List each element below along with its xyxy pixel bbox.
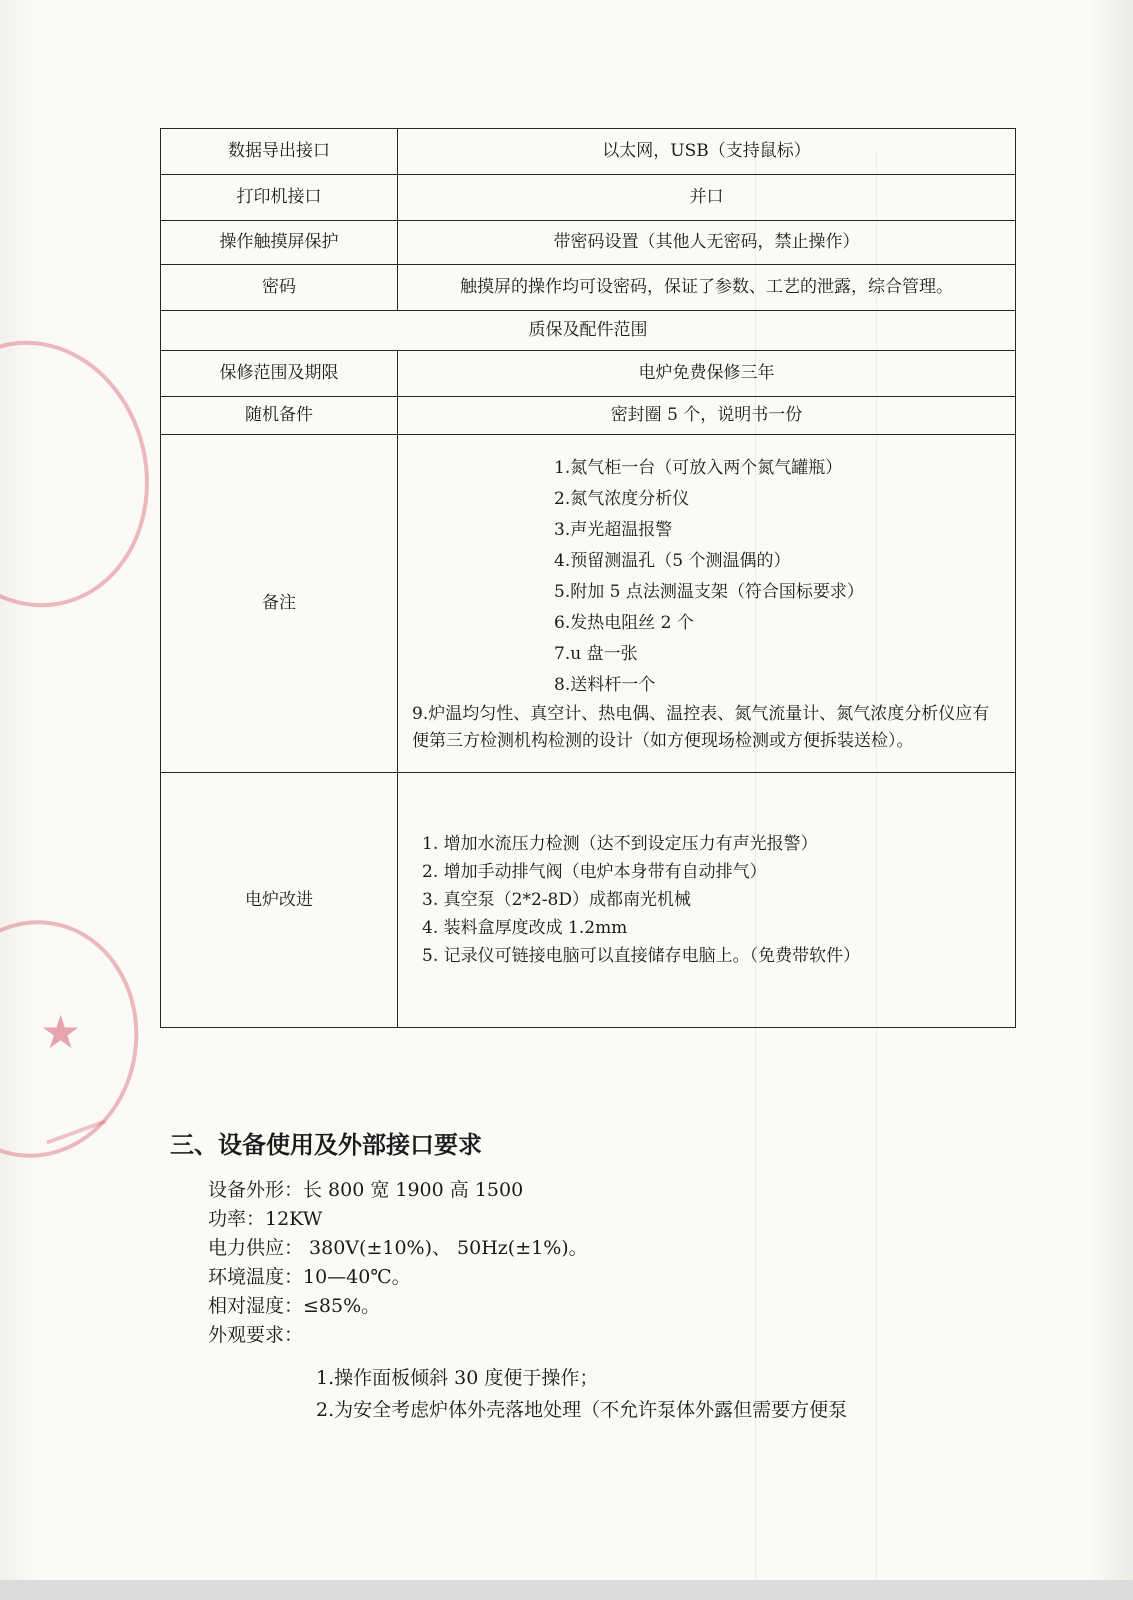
notes-list bbox=[412, 453, 1005, 755]
list-item: 环境温度：10—40℃。 bbox=[208, 1266, 411, 1288]
list-item: 6.发热电阻丝 2 个 bbox=[554, 612, 694, 633]
list-item: 电力供应： 380V(±10%)、 50Hz(±1%)。 bbox=[208, 1237, 588, 1259]
seal-star-icon: ★ bbox=[40, 1005, 82, 1059]
row-value: 以太网，USB（支持鼠标） bbox=[398, 129, 1016, 175]
warranty-value: 电炉免费保修三年 bbox=[398, 351, 1016, 397]
list-item: 4.预留测温孔（5 个测温偶的） bbox=[554, 550, 791, 571]
list-item: 外观要求： bbox=[208, 1324, 304, 1346]
list-item: 1.氮气柜一台（可放入两个氮气罐瓶） bbox=[554, 457, 843, 478]
improvements-list bbox=[422, 830, 1005, 970]
table-row bbox=[161, 221, 1016, 265]
spec-table bbox=[160, 128, 1016, 1028]
improvements-cell bbox=[398, 773, 1016, 1028]
table-row bbox=[161, 129, 1016, 175]
list-item: 相对湿度：≤85%。 bbox=[208, 1295, 381, 1317]
table-row bbox=[161, 773, 1016, 1028]
list-item: 4. 装料盒厚度改成 1.2mm bbox=[422, 918, 628, 938]
section-heading: 三、设备使用及外部接口要求 bbox=[170, 1131, 482, 1159]
notes-label: 备注 bbox=[161, 435, 398, 773]
table-row bbox=[161, 175, 1016, 221]
table-row bbox=[161, 397, 1016, 435]
scan-edge bbox=[0, 1580, 1133, 1600]
warranty-label: 保修范围及期限 bbox=[161, 351, 398, 397]
table-row bbox=[161, 435, 1016, 773]
table-row bbox=[161, 351, 1016, 397]
list-item: 7.u 盘一张 bbox=[554, 643, 638, 664]
row-label: 操作触摸屏保护 bbox=[161, 221, 398, 265]
list-item: 1. 增加水流压力检测（达不到设定压力有声光报警） bbox=[422, 834, 818, 854]
list-item: 5. 记录仪可链接电脑可以直接储存电脑上。（免费带软件） bbox=[422, 946, 861, 966]
appearance-list bbox=[316, 1362, 1036, 1426]
row-label: 密码 bbox=[161, 265, 398, 311]
table-row bbox=[161, 265, 1016, 311]
list-item: 8.送料杆一个 bbox=[554, 674, 656, 695]
row-value: 触摸屏的操作均可设密码，保证了参数、工艺的泄露，综合管理。 bbox=[398, 265, 1016, 311]
requirements-list bbox=[208, 1176, 1008, 1350]
section-title: 质保及配件范围 bbox=[161, 311, 1016, 351]
improvements-label: 电炉改进 bbox=[161, 773, 398, 1028]
row-value: 并口 bbox=[398, 175, 1016, 221]
list-item: 2. 增加手动排气阀（电炉本身带有自动排气） bbox=[422, 862, 767, 882]
accessories-label: 随机备件 bbox=[161, 397, 398, 435]
accessories-value: 密封圈 5 个，说明书一份 bbox=[398, 397, 1016, 435]
list-item: 2.氮气浓度分析仪 bbox=[554, 488, 690, 509]
list-item: 3.声光超温报警 bbox=[554, 519, 673, 540]
row-value: 带密码设置（其他人无密码，禁止操作） bbox=[398, 221, 1016, 265]
list-item: 2.为安全考虑炉体外壳落地处理（不允许泵体外露但需要方便泵 bbox=[316, 1399, 848, 1421]
list-item: 设备外形：长 800 宽 1900 高 1500 bbox=[208, 1179, 524, 1201]
list-item: 3. 真空泵（2*2-8D）成都南光机械 bbox=[422, 890, 691, 910]
list-item: 功率：12KW bbox=[208, 1208, 323, 1230]
row-label: 打印机接口 bbox=[161, 175, 398, 221]
list-item: 1.操作面板倾斜 30 度便于操作； bbox=[316, 1367, 599, 1389]
table-section-row bbox=[161, 311, 1016, 351]
list-item: 9.炉温均匀性、真空计、热电偶、温控表、氮气流量计、氮气浓度分析仪应有便第三方检测机构检测的设计（如方便现场检测或方便拆装送检）。 bbox=[412, 703, 990, 751]
list-item: 5.附加 5 点法测温支架（符合国标要求） bbox=[554, 581, 864, 602]
row-label: 数据导出接口 bbox=[161, 129, 398, 175]
notes-cell bbox=[398, 435, 1016, 773]
